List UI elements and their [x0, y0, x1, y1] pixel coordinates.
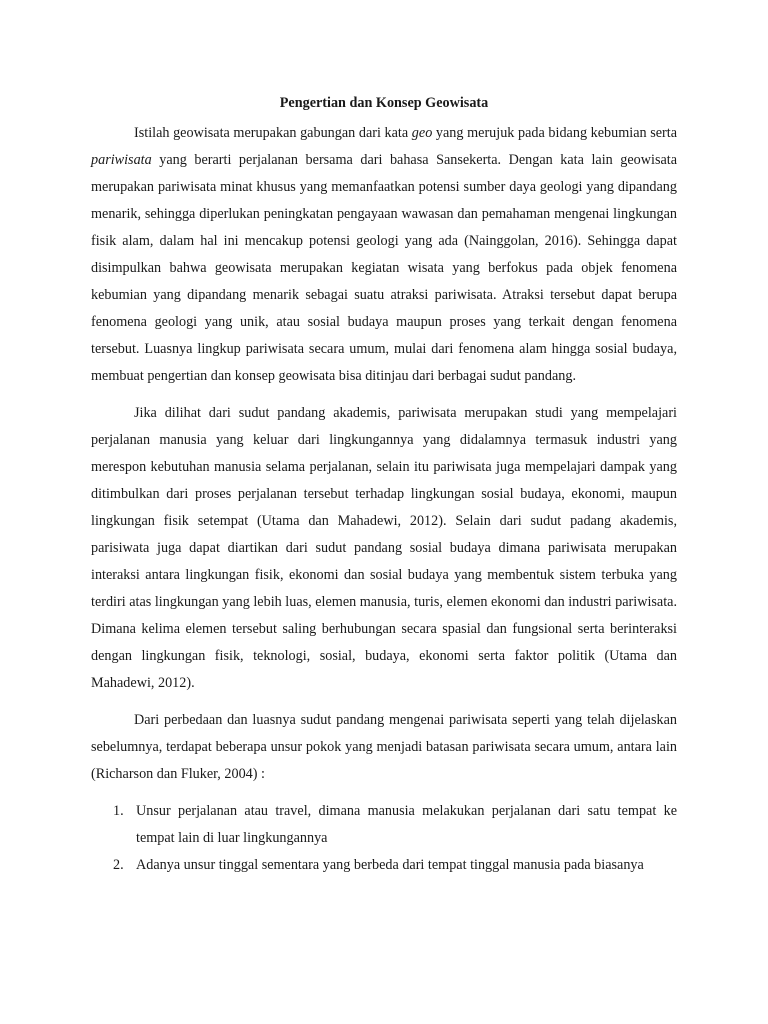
elements-list — [91, 798, 677, 879]
list-item — [91, 852, 677, 879]
paragraph-2: Jika dilihat dari sudut pandang akademis, pariwisata merupakan studi yang mempelajari perjalanan manusia yang keluar dari lingkungannya yang didalamnya termasuk industri yang merespon kebutuhan manusia selama perjalanan, selain itu pariwisata juga mempelajari dampak yang ditimbulkan dari proses perjalanan tersebut terhadap lingkungan sosial budaya, ekonomi, maupun lingkungan fisik setempat (Utama dan Mahadewi, 2012). Selain dari sudut padang akademis, parisiwata juga dapat diartikan dari sudut pandang sosial budaya dimana pariwisata merupakan interaksi antara lingkungan fisik, ekonomi dan sosial budaya yang membentuk sistem terbuka yang terdiri atas lingkungan yang lebih luas, elemen manusia, turis, elemen ekonomi dan industri pariwisata. Dimana kelima elemen tersebut saling berhubungan secara spasial dan fungsional serta berinteraksi dengan lingkungan fisik, teknologi, sosial, budaya, ekonomi serta faktor politik (Utama dan Mahadewi, 2012). — [91, 405, 677, 691]
list-item-text: Adanya unsur tinggal sementara yang berbeda dari tempat tinggal manusia pada biasanya — [136, 857, 644, 873]
paragraph-1-text-a: Istilah geowisata merupakan gabungan dari kata — [134, 125, 412, 141]
term-geo: geo — [411, 125, 433, 141]
term-pariwisata: pariwisata — [91, 152, 152, 168]
list-item — [91, 798, 677, 852]
paragraph-1-text-c: yang berarti perjalanan bersama dari bahasa Sansekerta. Dengan kata lain geowisata merupakan pariwisata minat khusus yang memanfaatkan potensi sumber daya geologi yang dipandang menarik, sehingga diperlukan peningkatan pengayaan wawasan dan pemahaman mengenai lingkungan fisik alam, dalam hal ini mencakup potensi geologi yang ada (Nainggolan, 2016). Sehingga dapat disimpulkan bahwa geowisata merupakan kegiatan wisata yang berfokus pada objek fenomena kebumian yang dipandang menarik sebagai suatu atraksi pariwisata. Atraksi tersebut dapat berupa fenomena geologi yang unik, atau sosial budaya maupun proses yang terkait dengan fenomena tersebut. Luasnya lingkup pariwisata secara umum, mulai dari fenomena alam hingga sosial budaya, membuat pengertian dan konsep geowisata bisa ditinjau dari berbagai sudut pandang. — [91, 152, 677, 384]
list-item-number: 1. — [113, 803, 124, 819]
paragraph-3: Dari perbedaan dan luasnya sudut pandang mengenai pariwisata seperti yang telah dijelaskan sebelumnya, terdapat beberapa unsur pokok yang menjadi batasan pariwisata secara umum, antara lain (Richarson dan Fluker, 2004) : — [91, 712, 677, 782]
paragraph-1 — [91, 120, 677, 390]
list-item-number: 2. — [113, 857, 124, 873]
paragraph-1-text-b: yang merujuk pada bidang kebumian serta — [432, 125, 678, 141]
document-page — [91, 93, 677, 879]
list-item-text: Unsur perjalanan atau travel, dimana manusia melakukan perjalanan dari satu tempat ke tempat lain di luar lingkungannya — [136, 803, 677, 846]
document-title: Pengertian dan Konsep Geowisata — [279, 95, 489, 111]
